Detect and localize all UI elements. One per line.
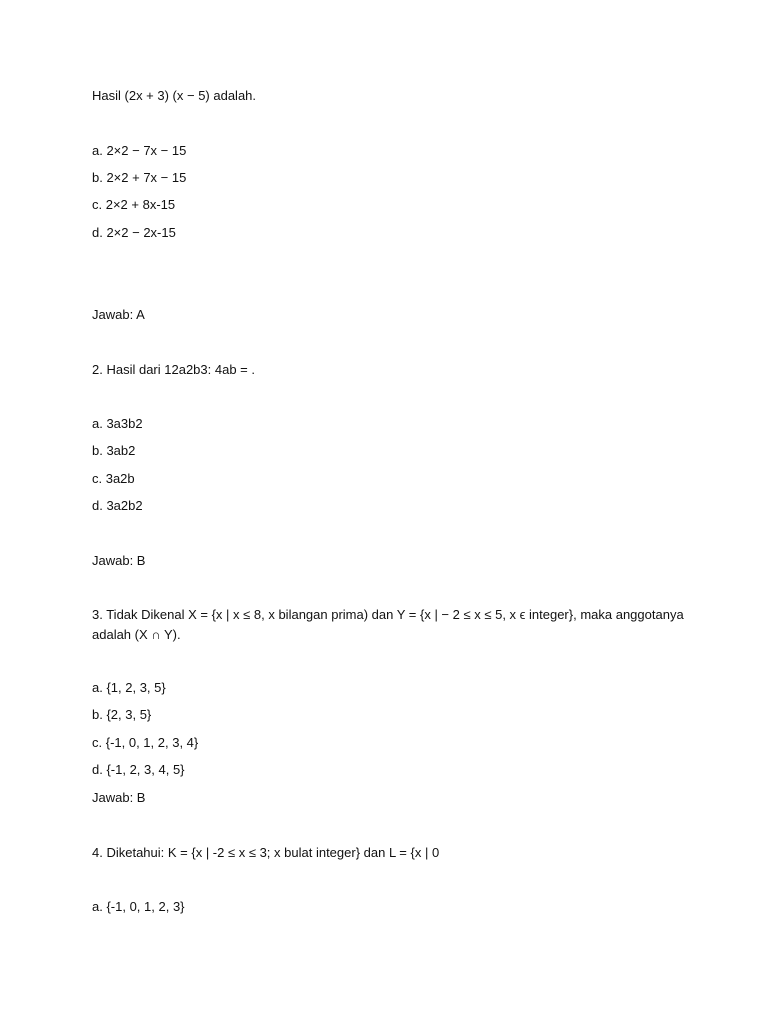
question-1-answer: Jawab: A (92, 307, 145, 322)
question-3-prompt: 3. Tidak Dikenal X = {x | x ≤ 8, x bilangan prima) dan Y = {x | − 2 ≤ x ≤ 5, x ϵ integer}, maka anggotanya adalah (X ∩ Y). (92, 607, 684, 642)
question-2-option-c: c. 3a2b (92, 471, 135, 486)
question-3-option-b: b. {2, 3, 5} (92, 707, 152, 722)
question-1-option-c: c. 2×2 + 8x-15 (92, 197, 176, 212)
question-2-prompt: 2. Hasil dari 12a2b3: 4ab = . (92, 362, 255, 377)
question-3-option-d: d. {-1, 2, 3, 4, 5} (92, 762, 185, 777)
question-4-prompt: 4. Diketahui: K = {x | -2 ≤ x ≤ 3; x bulat integer} dan L = {x | 0 (92, 845, 440, 860)
question-2-answer: Jawab: B (92, 553, 146, 568)
question-1-option-d: d. 2×2 − 2x-15 (92, 225, 176, 240)
question-1-prompt: Hasil (2x + 3) (x − 5) adalah. (92, 88, 257, 103)
question-2-option-a: a. 3a3b2 (92, 416, 143, 431)
question-1-option-a: a. 2×2 − 7x − 15 (92, 143, 187, 158)
question-1-option-b: b. 2×2 + 7x − 15 (92, 170, 187, 185)
question-2-option-b: b. 3ab2 (92, 443, 136, 458)
question-4-option-a: a. {-1, 0, 1, 2, 3} (92, 899, 185, 914)
question-3-option-c: c. {-1, 0, 1, 2, 3, 4} (92, 735, 199, 750)
question-3-option-a: a. {1, 2, 3, 5} (92, 680, 166, 695)
question-3-answer: Jawab: B (92, 790, 146, 805)
question-2-option-d: d. 3a2b2 (92, 498, 143, 513)
